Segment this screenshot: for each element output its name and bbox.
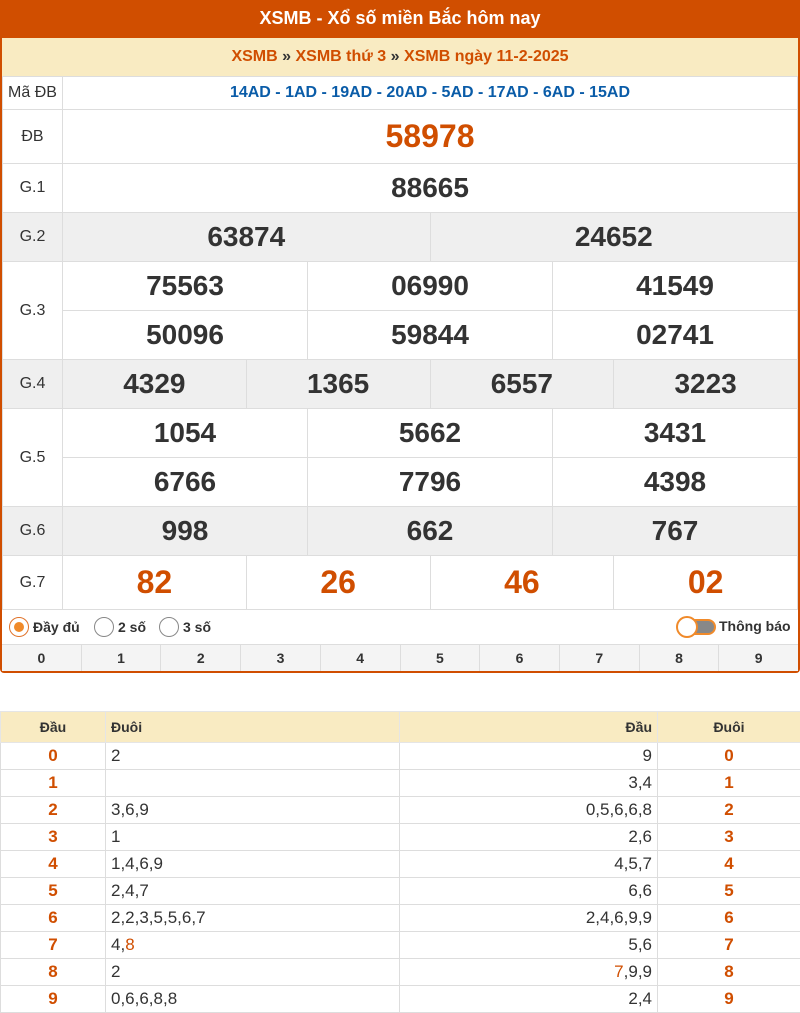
prize-g5: 5662: [308, 409, 553, 458]
madb-label: Mã ĐB: [3, 77, 63, 110]
radio-2-circle[interactable]: [94, 617, 114, 637]
prize-g5: 1054: [63, 409, 308, 458]
notify-label: Thông báo: [719, 618, 791, 634]
table-row: [1, 851, 800, 878]
g7-label: G.7: [3, 556, 63, 610]
loto-duoi-right: 1: [658, 770, 800, 797]
loto-duoi: 2: [106, 959, 400, 986]
digit-filter-5[interactable]: 5: [401, 645, 481, 671]
page-title: XSMB - Xổ số miền Bắc hôm nay: [0, 0, 800, 38]
radio-2-digits[interactable]: [94, 617, 146, 637]
prize-g5: 4398: [553, 458, 798, 507]
table-row: [1, 878, 800, 905]
table-row: [1, 824, 800, 851]
loto-dau: 2: [1, 797, 106, 824]
prize-g3: 59844: [308, 311, 553, 360]
digit-filter-2[interactable]: 2: [161, 645, 241, 671]
breadcrumb-sep: »: [282, 48, 292, 65]
prize-g3: 06990: [308, 262, 553, 311]
loto-dau: 5: [1, 878, 106, 905]
prize-g7: 82: [63, 556, 247, 610]
toggle-knob: [676, 616, 698, 638]
breadcrumb-thu3[interactable]: XSMB thứ 3: [295, 48, 387, 65]
prize-g3: 75563: [63, 262, 308, 311]
prize-g6: 767: [553, 507, 798, 556]
table-row: [1, 743, 800, 770]
prize-g5: 3431: [553, 409, 798, 458]
loto-dau: 0: [1, 743, 106, 770]
loto-duoi-right: 3: [658, 824, 800, 851]
loto-duoi: 2,2,3,5,5,6,7: [106, 905, 400, 932]
loto-dau-right: 2,6: [400, 824, 658, 851]
loto-header-dau-right: Đầu: [400, 712, 658, 743]
digit-filter-4[interactable]: 4: [321, 645, 401, 671]
g1-label: G.1: [3, 164, 63, 213]
digit-filter: [2, 644, 798, 671]
loto-duoi: 1: [106, 824, 400, 851]
prize-g4: 4329: [63, 360, 247, 409]
table-row: [1, 932, 800, 959]
loto-duoi: [106, 770, 400, 797]
prize-g2: 63874: [63, 213, 431, 262]
loto-dau: 6: [1, 905, 106, 932]
loto-dau-right: 3,4: [400, 770, 658, 797]
loto-duoi-right: 6: [658, 905, 800, 932]
loto-dau: 8: [1, 959, 106, 986]
prize-db: 58978: [63, 110, 798, 164]
prize-g4: 1365: [246, 360, 430, 409]
prize-g1: 88665: [63, 164, 798, 213]
breadcrumb: [2, 38, 798, 76]
digit-filter-3[interactable]: 3: [241, 645, 321, 671]
g5-label: G.5: [3, 409, 63, 507]
prize-g3: 02741: [553, 311, 798, 360]
prize-g6: 662: [308, 507, 553, 556]
prize-g7: 02: [614, 556, 798, 610]
loto-dau-right: 4,5,7: [400, 851, 658, 878]
digit-filter-8[interactable]: 8: [640, 645, 720, 671]
table-row: [1, 797, 800, 824]
prize-g2: 24652: [430, 213, 798, 262]
loto-dau-right: 6,6: [400, 878, 658, 905]
prize-g5: 6766: [63, 458, 308, 507]
loto-dau-right: 2,4,6,9,9: [400, 905, 658, 932]
loto-dau-right: 0,5,6,6,8: [400, 797, 658, 824]
loto-dau-right: 7,9,9: [400, 959, 658, 986]
digit-filter-7[interactable]: 7: [560, 645, 640, 671]
radio-3-circle[interactable]: [159, 617, 179, 637]
prize-g3: 50096: [63, 311, 308, 360]
table-row: [1, 986, 800, 1013]
prize-g7: 26: [246, 556, 430, 610]
radio-2-label: 2 số: [118, 619, 147, 635]
special-digit: 8: [125, 935, 135, 954]
g3-label: G.3: [3, 262, 63, 360]
loto-duoi-right: 8: [658, 959, 800, 986]
loto-duoi: 2: [106, 743, 400, 770]
loto-dau: 1: [1, 770, 106, 797]
breadcrumb-date[interactable]: XSMB ngày 11-2-2025: [404, 48, 569, 65]
db-label: ĐB: [3, 110, 63, 164]
loto-duoi: 3,6,9: [106, 797, 400, 824]
radio-full-circle[interactable]: [9, 617, 29, 637]
loto-dau: 4: [1, 851, 106, 878]
loto-duoi-right: 0: [658, 743, 800, 770]
digit-filter-9[interactable]: 9: [754, 650, 763, 666]
prize-g4: 3223: [614, 360, 798, 409]
loto-dau-right: 2,4: [400, 986, 658, 1013]
breadcrumb-xsmb[interactable]: XSMB: [231, 48, 278, 65]
loto-dau-right: 5,6: [400, 932, 658, 959]
results-table: [2, 76, 798, 610]
loto-duoi: 1,4,6,9: [106, 851, 400, 878]
prize-g3: 41549: [553, 262, 798, 311]
radio-3-digits[interactable]: [159, 617, 211, 637]
digit-filter-1[interactable]: 1: [82, 645, 162, 671]
loto-duoi-right: 2: [658, 797, 800, 824]
radio-full-label: Đầy đủ: [33, 619, 80, 635]
loto-dau: 3: [1, 824, 106, 851]
digit-filter-0[interactable]: 0: [2, 645, 82, 671]
prize-g7: 46: [430, 556, 614, 610]
g4-label: G.4: [3, 360, 63, 409]
madb-value: 14AD - 1AD - 19AD - 20AD - 5AD - 17AD - 6AD - 15AD: [63, 77, 798, 110]
g6-label: G.6: [3, 507, 63, 556]
prize-g6: 998: [63, 507, 308, 556]
loto-duoi: 4,8: [106, 932, 400, 959]
loto-dau: 9: [1, 986, 106, 1013]
loto-table: [0, 711, 800, 1013]
radio-full[interactable]: [9, 617, 80, 637]
loto-duoi-right: 5: [658, 878, 800, 905]
loto-duoi: 0,6,6,8,8: [106, 986, 400, 1013]
table-row: [1, 959, 800, 986]
loto-duoi-right: 9: [658, 986, 800, 1013]
loto-dau: 7: [1, 932, 106, 959]
radio-3-label: 3 số: [183, 619, 212, 635]
digit-filter-6[interactable]: 6: [480, 645, 560, 671]
special-digit: 7: [614, 962, 624, 981]
table-row: [1, 770, 800, 797]
loto-duoi-right: 4: [658, 851, 800, 878]
loto-header-dau: Đầu: [1, 712, 106, 743]
loto-duoi: 2,4,7: [106, 878, 400, 905]
prize-g5: 7796: [308, 458, 553, 507]
g2-label: G.2: [3, 213, 63, 262]
loto-dau-right: 9: [400, 743, 658, 770]
breadcrumb-sep: »: [390, 48, 400, 65]
loto-header-duoi: Đuôi: [106, 712, 400, 743]
loto-duoi-right: 7: [658, 932, 800, 959]
loto-header-duoi-right: Đuôi: [658, 712, 800, 743]
display-controls: [2, 610, 798, 644]
prize-g4: 6557: [430, 360, 614, 409]
table-row: [1, 905, 800, 932]
notify-toggle[interactable]: [676, 616, 716, 636]
